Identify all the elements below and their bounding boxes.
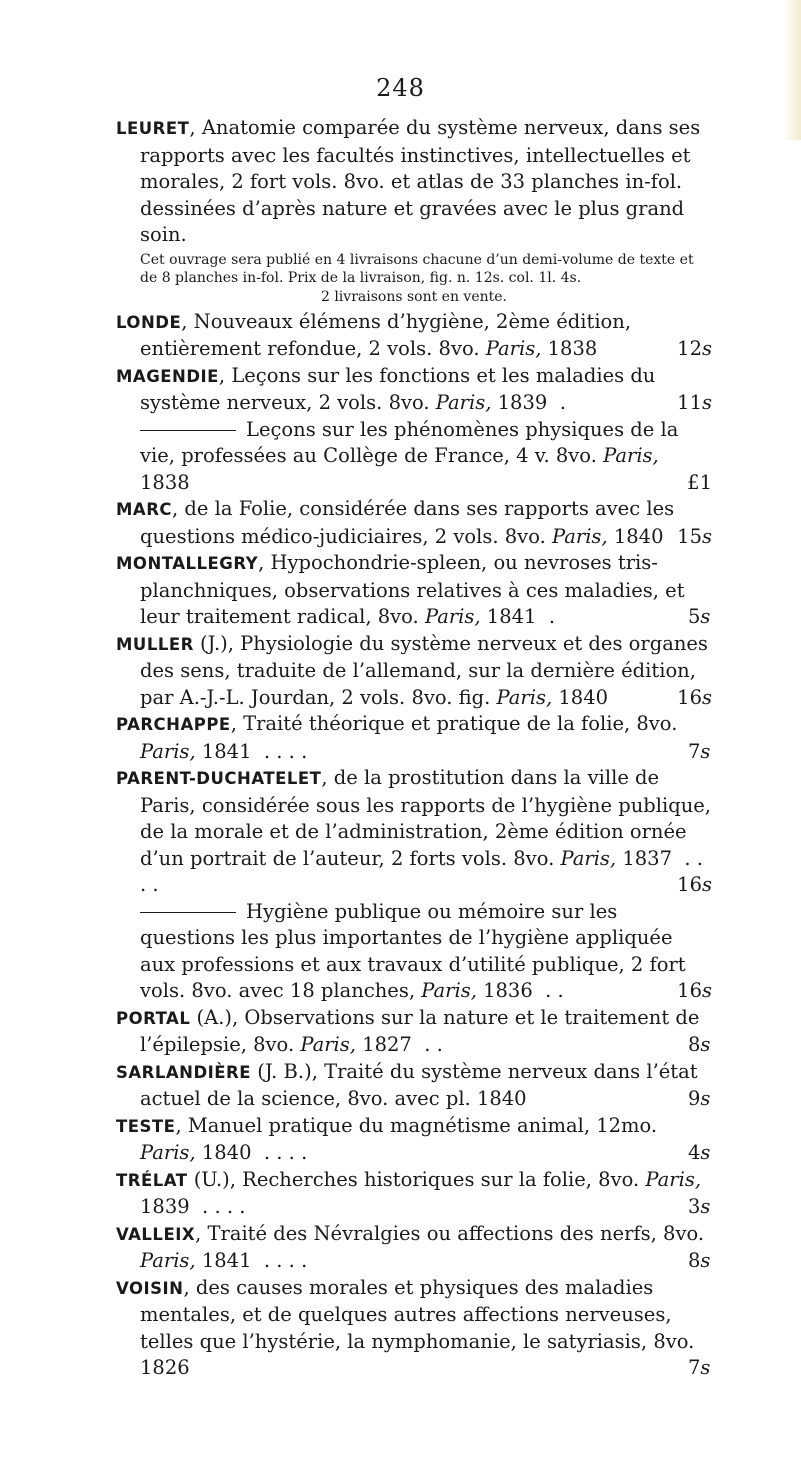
entry-author: SARLANDIÈRE	[116, 1062, 252, 1082]
entry-text: (J. B.), Traité du système nerveux dans l’état actuel de la science, 8vo. avec pl. 1840	[140, 1059, 698, 1110]
entry-place: Paris,	[645, 1167, 702, 1191]
page-edge-stain	[783, 0, 801, 140]
entry-leader-dots: .	[559, 391, 566, 414]
entry-londe	[116, 309, 712, 363]
entry-text: Hygiène publique ou mémoire sur les questions les plus importantes de l’hygiène appliquée aux professions et aux travaux d’utilité publique, 2 fort vols. 8vo. avec 18 planches,	[140, 899, 686, 1002]
entry-author: VOISIN	[116, 1278, 184, 1298]
entry-sarlandiere: SARLANDIÈRE (J. B.), Traité du système nerveux dans l’état actuel de la science, 8vo. avec pl. 1840 9s	[116, 1059, 711, 1110]
entry-year: 1841	[201, 1249, 252, 1272]
entry-place: Paris,	[300, 1033, 356, 1056]
entry-text: Leçons sur les phénomènes physiques de la vie, professées au Collège de France, 4 v. 8vo.	[140, 417, 679, 467]
entry-price: 12s	[677, 337, 712, 360]
entry-price: 11s	[677, 391, 712, 414]
ditto-dash	[140, 912, 236, 913]
entry-muller	[116, 631, 712, 712]
entry-author: PARCHAPPE	[116, 715, 231, 734]
entry-year: 1836	[483, 979, 533, 1002]
entry-parent-duchatelet-hygiene	[116, 899, 712, 1005]
entry-parchappe: PARCHAPPE, Traité théorique et pratique de la folie, 8vo. Paris, 1841 . . . . 7s	[116, 712, 711, 763]
entry-place: Paris,	[140, 1141, 196, 1164]
entry-author: TRÉLAT	[116, 1170, 188, 1190]
entry-leader-dots: . . . .	[263, 1141, 308, 1164]
entry-year: 1840	[613, 524, 664, 548]
entry-author: TESTE	[116, 1116, 176, 1136]
entry-text: , Anatomie comparée du système nerveux, dans ses rapports avec les facultés instinctives, intellectuelles et morales, 2 fort vols. 8vo. et atlas de 33 planches in-fol. dessinées d’après nature et gravées avec le plus grand soin.	[140, 116, 701, 246]
entry-place: Paris,	[421, 979, 477, 1002]
entry-parent-duchatelet	[116, 765, 712, 899]
entry-price: £1	[687, 470, 712, 494]
entry-leader-dots: . . . .	[263, 739, 308, 763]
entry-text: (U.), Recherches historiques sur la folie, 8vo.	[187, 1167, 640, 1191]
entry-place: Paris,	[485, 337, 542, 360]
entry-price: 16s	[677, 685, 712, 709]
entry-leader-dots: . .	[545, 979, 564, 1002]
entry-text: , Traité des Névralgies ou affections des nerfs, 8vo.	[195, 1221, 705, 1245]
entry-year: 1839	[140, 1195, 190, 1218]
entry-price: 16s	[677, 873, 712, 896]
entry-author: PORTAL	[116, 1008, 191, 1028]
entry-leuret	[116, 115, 712, 249]
entry-text: , Hypochondrie-spleen, ou nevroses tris-planchniques, observations relatives à ces maladies, et leur traitement radical, 8vo.	[140, 551, 685, 628]
entry-place: Paris,	[140, 739, 196, 763]
entry-leader-dots: . . . .	[140, 846, 703, 896]
entry-author: MAGENDIE	[116, 366, 219, 386]
entry-year: 1827	[362, 1033, 412, 1056]
entry-place: Paris,	[424, 605, 481, 628]
entry-text: , Nouveaux élémens d’hygiène, 2ème édition, entièrement refondue, 2 vols. 8vo.	[140, 309, 632, 360]
entry-price: 15s	[677, 524, 712, 548]
entry-leader-dots: . . . .	[202, 1195, 246, 1218]
entry-year: 1840	[558, 685, 609, 709]
entry-leader-dots: .	[548, 605, 556, 628]
entry-price: 16s	[677, 979, 712, 1002]
entry-leader-dots: . .	[424, 1033, 443, 1056]
entry-year: 1841	[201, 739, 252, 763]
entry-author: LEURET	[116, 119, 190, 138]
entry-text: , Manuel pratique du magnétisme animal, 12mo.	[175, 1113, 658, 1137]
entry-trelat: TRÉLAT (U.), Recherches historiques sur la folie, 8vo. Paris, 1839 . . . . 3s	[116, 1167, 711, 1218]
entry-magendie	[116, 363, 712, 417]
entry-text: , de la prostitution dans la ville de Paris, considérée sous les rapports de l’hygiène publique, de la morale et de l’administration, 2ème édition ornée d’un portrait de l’auteur, 2 forts vols. 8vo.	[140, 766, 711, 870]
entry-place: Paris,	[603, 444, 659, 467]
entry-magendie-lecons	[116, 417, 712, 497]
entry-year: 1837	[622, 846, 672, 870]
entry-year: 1841	[486, 605, 537, 628]
entry-author: MARC	[116, 500, 173, 519]
entry-author: MULLER	[116, 634, 194, 654]
entry-author: MONTALLEGRY	[116, 554, 259, 573]
entry-portal: PORTAL (A.), Observations sur la nature et le traitement de l’épilepsie, 8vo. Paris, 1827 . . 8s	[116, 1005, 711, 1056]
ditto-dash	[140, 430, 236, 431]
entry-teste: TESTE, Manuel pratique du magnétisme animal, 12mo. Paris, 1840 . . . . 4s	[116, 1113, 711, 1164]
entry-author: VALLEIX	[116, 1224, 196, 1244]
entry-year: 1840	[201, 1141, 252, 1164]
entry-year: 1838	[547, 337, 598, 360]
entry-leader-dots: . . . .	[263, 1249, 308, 1272]
entry-year: 1838	[140, 470, 190, 494]
entry-place: Paris,	[140, 1249, 196, 1272]
entry-place: Paris,	[560, 846, 617, 870]
entry-text: (J.), Physiologie du système nerveux et des organes des sens, traduite de l’allemand, sur la dernière édition, par A.-J.-L. Jourdan, 2 vols. 8vo. fig.	[140, 631, 708, 709]
entry-author: PARENT-DUCHATELET	[116, 769, 322, 788]
entry-place: Paris,	[435, 391, 492, 414]
entry-note-availability: 2 livraisons sont en vente.	[320, 288, 508, 305]
entry-text: , Leçons sur les fonctions et les maladies du système nerveux, 2 vols. 8vo.	[140, 363, 656, 414]
entry-text: (A.), Observations sur la nature et le traitement de l’épilepsie, 8vo.	[140, 1005, 700, 1056]
entry-place: Paris,	[496, 685, 553, 709]
entry-place: Paris,	[552, 524, 608, 548]
entry-year: 1839	[497, 391, 548, 414]
entry-valleix: VALLEIX, Traité des Névralgies ou affections des nerfs, 8vo. Paris, 1841 . . . . 8s	[116, 1221, 711, 1272]
entry-text: , des causes morales et physiques des maladies mentales, et de quelques autres affections nerveuses, telles que l’hystérie, la nymphomanie, le satyriasis, 8vo. 1826	[140, 1275, 695, 1379]
page-number: 248	[376, 74, 425, 102]
catalogue-list	[116, 115, 712, 1382]
entry-montallegry: MONTALLEGRY, Hypochondrie-spleen, ou nevroses tris-planchniques, observations relatives à ces maladies, et leur traitement radical, 8vo. Paris, 1841 . 5s	[116, 551, 711, 628]
entry-author: LONDE	[116, 312, 182, 332]
entry-marc	[116, 496, 712, 550]
entry-voisin: VOISIN, des causes morales et physiques des maladies mentales, et de quelques autres affections nerveuses, telles que l’hystérie, la nymphomanie, le satyriasis, 8vo. 1826 7s	[116, 1275, 711, 1379]
entry-text: , de la Folie, considérée dans ses rapports avec les questions médico-judiciaires, 2 vols. 8vo.	[140, 497, 675, 548]
entry-note: Cet ouvrage sera publié en 4 livraisons chacune d’un demi-volume de texte et de 8 planches in-fol. Prix de la livraison, fig. n. 12s. col. 1l. 4s.	[140, 251, 694, 286]
entry-text: , Traité théorique et pratique de la folie, 8vo.	[230, 712, 678, 735]
